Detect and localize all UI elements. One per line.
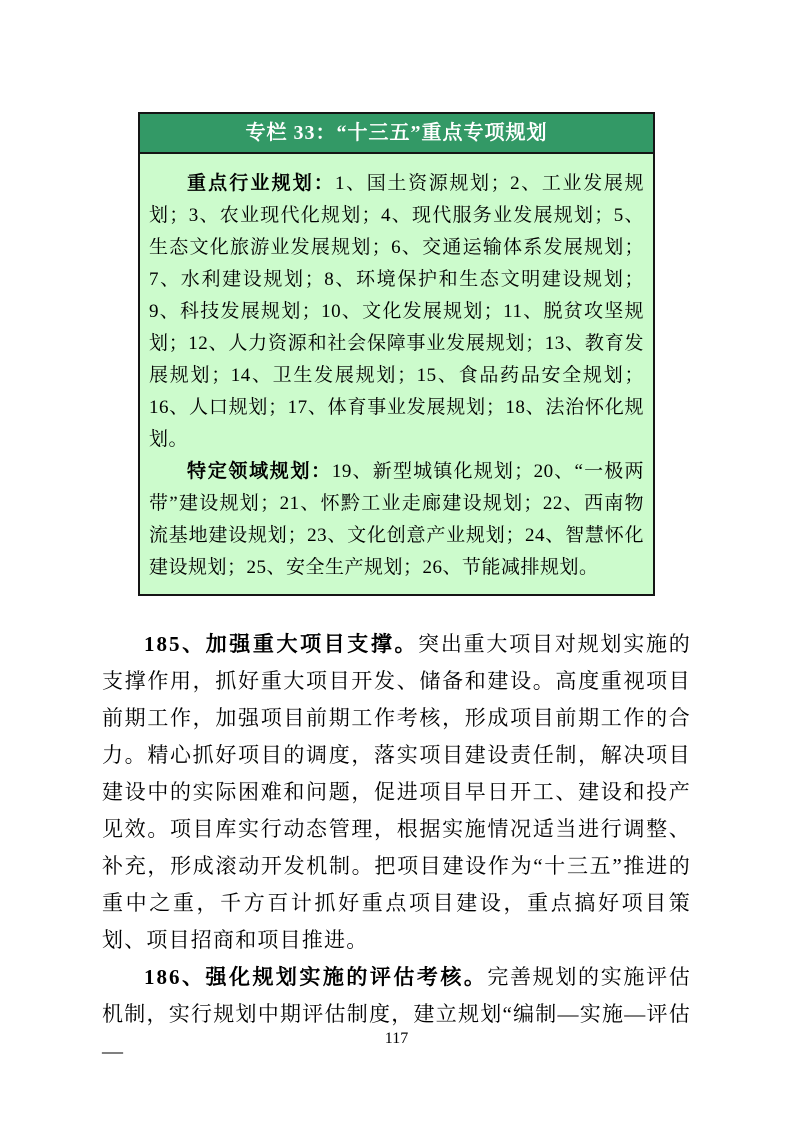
panel-paragraph-text: 19、新型城镇化规划；20、“一极两带”建设规划；21、怀黔工业走廊建设规划；22、西南物流基地建设规划；23、文化创意产业规划；24、智慧怀化建设规划；25、安全生产规划；26、节能减排规划。 xyxy=(149,461,644,578)
panel-paragraph-lead: 特定领域规划： xyxy=(187,461,332,482)
body-paragraph-text: 完善规划的实施评估机制，实行规划中期评估制度，建立规划“编制—实施—评估— xyxy=(102,965,691,1063)
body-paragraph-lead: 185、加强重大项目支撑。 xyxy=(144,632,419,656)
panel-header xyxy=(140,114,653,154)
panel-paragraph-lead: 重点行业规划： xyxy=(187,173,335,194)
body-paragraph-text: 突出重大项目对规划实施的支撑作用，抓好重大项目开发、储备和建设。高度重视项目前期工作，加强项目前期工作考核，形成项目前期工作的合力。精心抓好项目的调度，落实项目建设责任制，解决项目建设中的实际困难和问题，促进项目早日开工、建设和投产见效。项目库实行动态管理，根据实施情况适当进行调整、补充，形成滚动开发机制。把项目建设作为“十三五”推进的重中之重，千方百计抓好重点项目建设，重点搞好项目策划、项目招商和项目推进。 xyxy=(102,632,691,952)
main-text xyxy=(0,626,793,1070)
panel-paragraph-text: 1、国土资源规划；2、工业发展规划；3、农业现代化规划；4、现代服务业发展规划；5、生态文化旅游业发展规划；6、交通运输体系发展规划；7、水利建设规划；8、环境保护和生态文明建设规划；9、科技发展规划；10、文化发展规划；11、脱贫攻坚规划；12、人力资源和社会保障事业发展规划；13、教育发展规划；14、卫生发展规划；15、食品药品安全规划；16、人口规划；17、体育事业发展规划；18、法治怀化规划。 xyxy=(149,173,644,450)
page-number: 117 xyxy=(384,1030,409,1047)
panel-paragraph-specific-domain xyxy=(149,456,644,584)
body-paragraph-186 xyxy=(102,959,691,1070)
panel-paragraph-key-industry xyxy=(149,168,644,456)
body-paragraph-185 xyxy=(102,626,691,959)
panel-body xyxy=(140,154,653,594)
special-plans-panel xyxy=(138,112,655,596)
panel-title: 专栏 33：“十三五”重点专项规划 xyxy=(245,122,548,144)
body-paragraph-lead: 186、强化规划实施的评估考核。 xyxy=(144,965,488,989)
